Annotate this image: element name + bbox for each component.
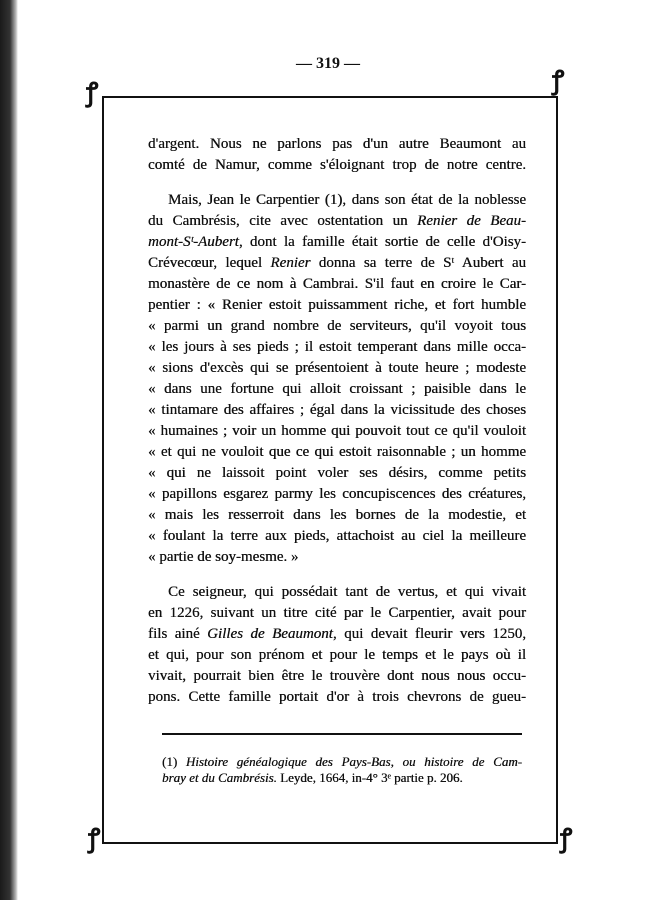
italic-text: Gilles de Beaumont [207, 626, 333, 642]
text-segment: , dont la famille était sortie de celle d'Oisy- [238, 234, 526, 250]
italic-text: Renier de Beau- [417, 213, 526, 229]
text-segment: « dans une fortune qui alloit croissant ; paisible dans le [148, 381, 526, 397]
italic-text: Histoire généalogique des Pays-Bas, ou histoire de Cam- [185, 754, 522, 769]
text-segment: , qui devait fleurir vers 1250, [332, 626, 526, 642]
text-line [148, 526, 526, 547]
text-segment: comté de Namur, comme s'éloignant trop de notre centre. [148, 157, 526, 173]
text-line [148, 295, 526, 316]
text-line [162, 754, 522, 770]
text-line [148, 666, 526, 687]
text-line [148, 232, 526, 253]
italic-text: bray et du Cambrésis. [162, 770, 277, 785]
footnote-divider [162, 733, 522, 735]
text-line [148, 645, 526, 666]
scan-edge [0, 0, 18, 900]
footnote [162, 754, 522, 786]
text-segment: « mais les resserroit dans les bornes de la modestie, et [148, 507, 526, 523]
text-line [148, 400, 526, 421]
corner-ornament-icon: ꝭ [560, 824, 573, 853]
text-line [148, 687, 526, 708]
text-line [148, 624, 526, 645]
text-line [148, 358, 526, 379]
text-segment: monastère de ce nom à Cambrai. S'il faut en croire le Car- [148, 276, 526, 292]
text-line [148, 463, 526, 484]
italic-text: Renier [270, 255, 311, 271]
text-line [148, 274, 526, 295]
text-segment: Mais, Jean le Carpentier (1), dans son état de la noblesse [168, 192, 526, 208]
text-segment: « humaines ; voir un homme qui pouvoit tout ce qu'il vouloit [148, 423, 526, 439]
text-segment: Ce seigneur, qui possédait tant de vertus, et qui vivait [168, 584, 526, 600]
text-segment: pentier : « Renier estoit puissamment riche, et fort humble [148, 297, 526, 313]
text-line [148, 253, 526, 274]
text-segment: Crévecœur, lequel [148, 255, 271, 271]
text-segment: en 1226, suivant un titre cité par le Carpentier, avait pour [148, 605, 526, 621]
paragraph [148, 582, 526, 708]
text-segment: « partie de soy-mesme. » [148, 549, 299, 565]
body-text [148, 134, 526, 708]
text-line [148, 484, 526, 505]
corner-ornament-icon: ꝭ [88, 824, 101, 853]
text-segment: « et qui ne vouloit que ce qui estoit raisonnable ; un homme [148, 444, 526, 460]
text-line [148, 337, 526, 358]
paragraph [148, 190, 526, 568]
corner-ornament-icon: ꝭ [552, 66, 565, 95]
text-segment: pons. Cette famille portait d'or à trois chevrons de gueu- [148, 689, 526, 705]
text-line [148, 134, 526, 155]
text-segment: du Cambrésis, cite avec ostentation un [148, 213, 418, 229]
text-line [148, 603, 526, 624]
text-line [162, 770, 522, 786]
text-line [148, 582, 526, 603]
text-line [148, 190, 526, 211]
text-line [148, 421, 526, 442]
corner-ornament-icon: ꝭ [86, 78, 99, 107]
text-segment: et qui, pour son prénom et pour le temps et le pays où il [148, 647, 526, 663]
text-segment: « parmi un grand nombre de serviteurs, qu'il voyoit tous [148, 318, 526, 334]
text-segment: (1) [162, 754, 186, 769]
text-line [148, 316, 526, 337]
text-segment: « papillons esgarez parmy les concupiscences des créatures, [148, 486, 526, 502]
text-line [148, 155, 526, 176]
page-number: — 319 — [296, 55, 360, 72]
paragraph [148, 134, 526, 176]
text-line [148, 379, 526, 400]
text-segment: « qui ne laissoit point voler ses désirs, comme petits [148, 465, 526, 481]
text-line [148, 442, 526, 463]
text-segment: « foulant la terre aux pieds, attachoist au ciel la meilleure [148, 528, 526, 544]
text-segment: donna sa terre de Sᵗ Aubert au [310, 255, 527, 271]
text-segment: « sions d'excès qui se présentoient à toute heure ; modeste [148, 360, 526, 376]
italic-text: mont-Sᵗ-Aubert [148, 234, 239, 250]
text-segment: fils ainé [148, 626, 208, 642]
text-segment: « les jours à ses pieds ; il estoit temperant dans mille occa- [148, 339, 526, 355]
text-segment: Leyde, 1664, in-4° 3ᵉ partie p. 206. [276, 770, 463, 785]
text-segment: d'argent. Nous ne parlons pas d'un autre Beaumont au [148, 136, 526, 152]
text-line [148, 547, 526, 568]
text-line [148, 211, 526, 232]
text-segment: « tintamare des affaires ; égal dans la vicissitude des choses [148, 402, 526, 418]
text-line [148, 505, 526, 526]
text-segment: vivait, pourrait bien être le trouvère dont nous nous occu- [148, 668, 526, 684]
